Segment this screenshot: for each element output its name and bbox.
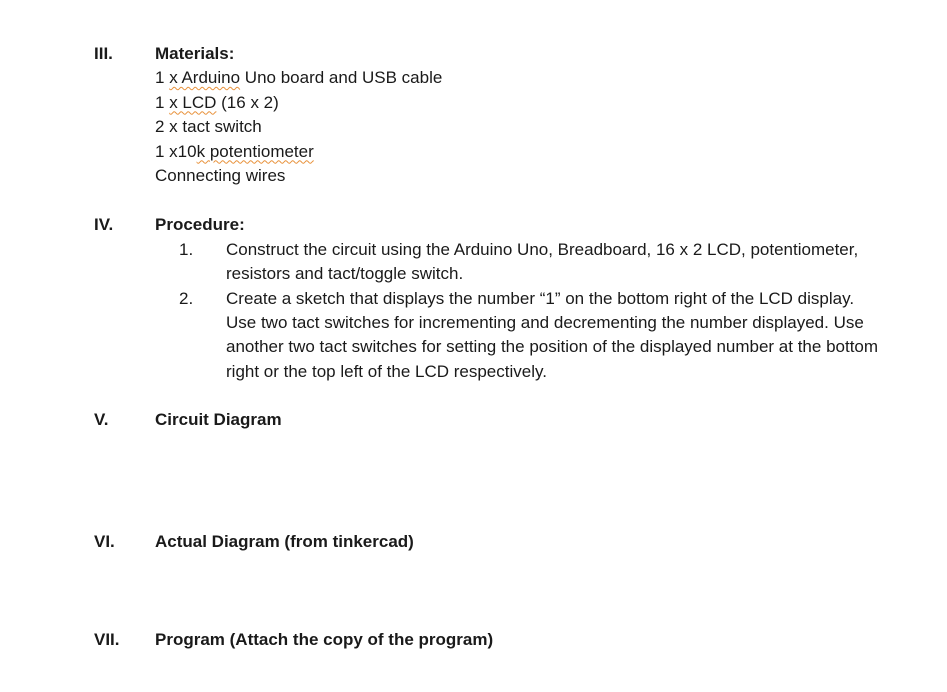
procedure-step-text: Create a sketch that displays the number “1” on the bottom right of the LCD display. Use two tact switches for incrementing and decrementing the number displayed. Use another two tact switches for setting the position of the displayed number at the bottom right or the top left of the LCD respectively. — [226, 288, 879, 381]
procedure-heading: Procedure: — [155, 215, 245, 234]
material-item-arduino — [155, 66, 442, 90]
materials-heading: Materials: — [155, 44, 235, 63]
spellcheck-flagged-text: x LCD — [169, 92, 217, 112]
spellcheck-flagged-text: x Arduino — [169, 68, 241, 87]
spellcheck-flagged-text: k potentiometer — [196, 141, 314, 161]
material-item-text: (16 x 2) — [216, 92, 279, 112]
material-item-text: 2 x tact switch — [155, 117, 262, 136]
material-item-tact-switch — [155, 115, 262, 139]
procedure-numeral: IV. — [94, 215, 114, 234]
circuit-diagram-heading: Circuit Diagram — [155, 410, 282, 429]
program-heading: Program (Attach the copy of the program) — [155, 630, 494, 649]
procedure-step-number: 1. — [179, 239, 194, 259]
actual-diagram-numeral: VI. — [94, 532, 115, 551]
material-item-lcd — [155, 91, 279, 115]
circuit-diagram-numeral: V. — [94, 410, 109, 429]
material-item-potentiometer — [155, 140, 314, 164]
material-item-text: 1 — [155, 92, 170, 112]
material-item-text: 1 — [155, 68, 170, 87]
procedure-step-number: 2. — [179, 288, 194, 308]
program-numeral: VII. — [94, 630, 120, 649]
material-item-text: Uno board and USB cable — [240, 68, 443, 87]
procedure-step-text: Construct the circuit using the Arduino Uno, Breadboard, 16 x 2 LCD, potentiometer, resistors and tact/toggle switch. — [226, 239, 859, 283]
material-item-wires — [155, 164, 285, 188]
actual-diagram-heading: Actual Diagram (from tinkercad) — [155, 532, 414, 551]
material-item-text: 1 x10 — [155, 141, 197, 161]
material-item-text: Connecting wires — [155, 166, 286, 185]
materials-numeral: III. — [94, 44, 113, 63]
